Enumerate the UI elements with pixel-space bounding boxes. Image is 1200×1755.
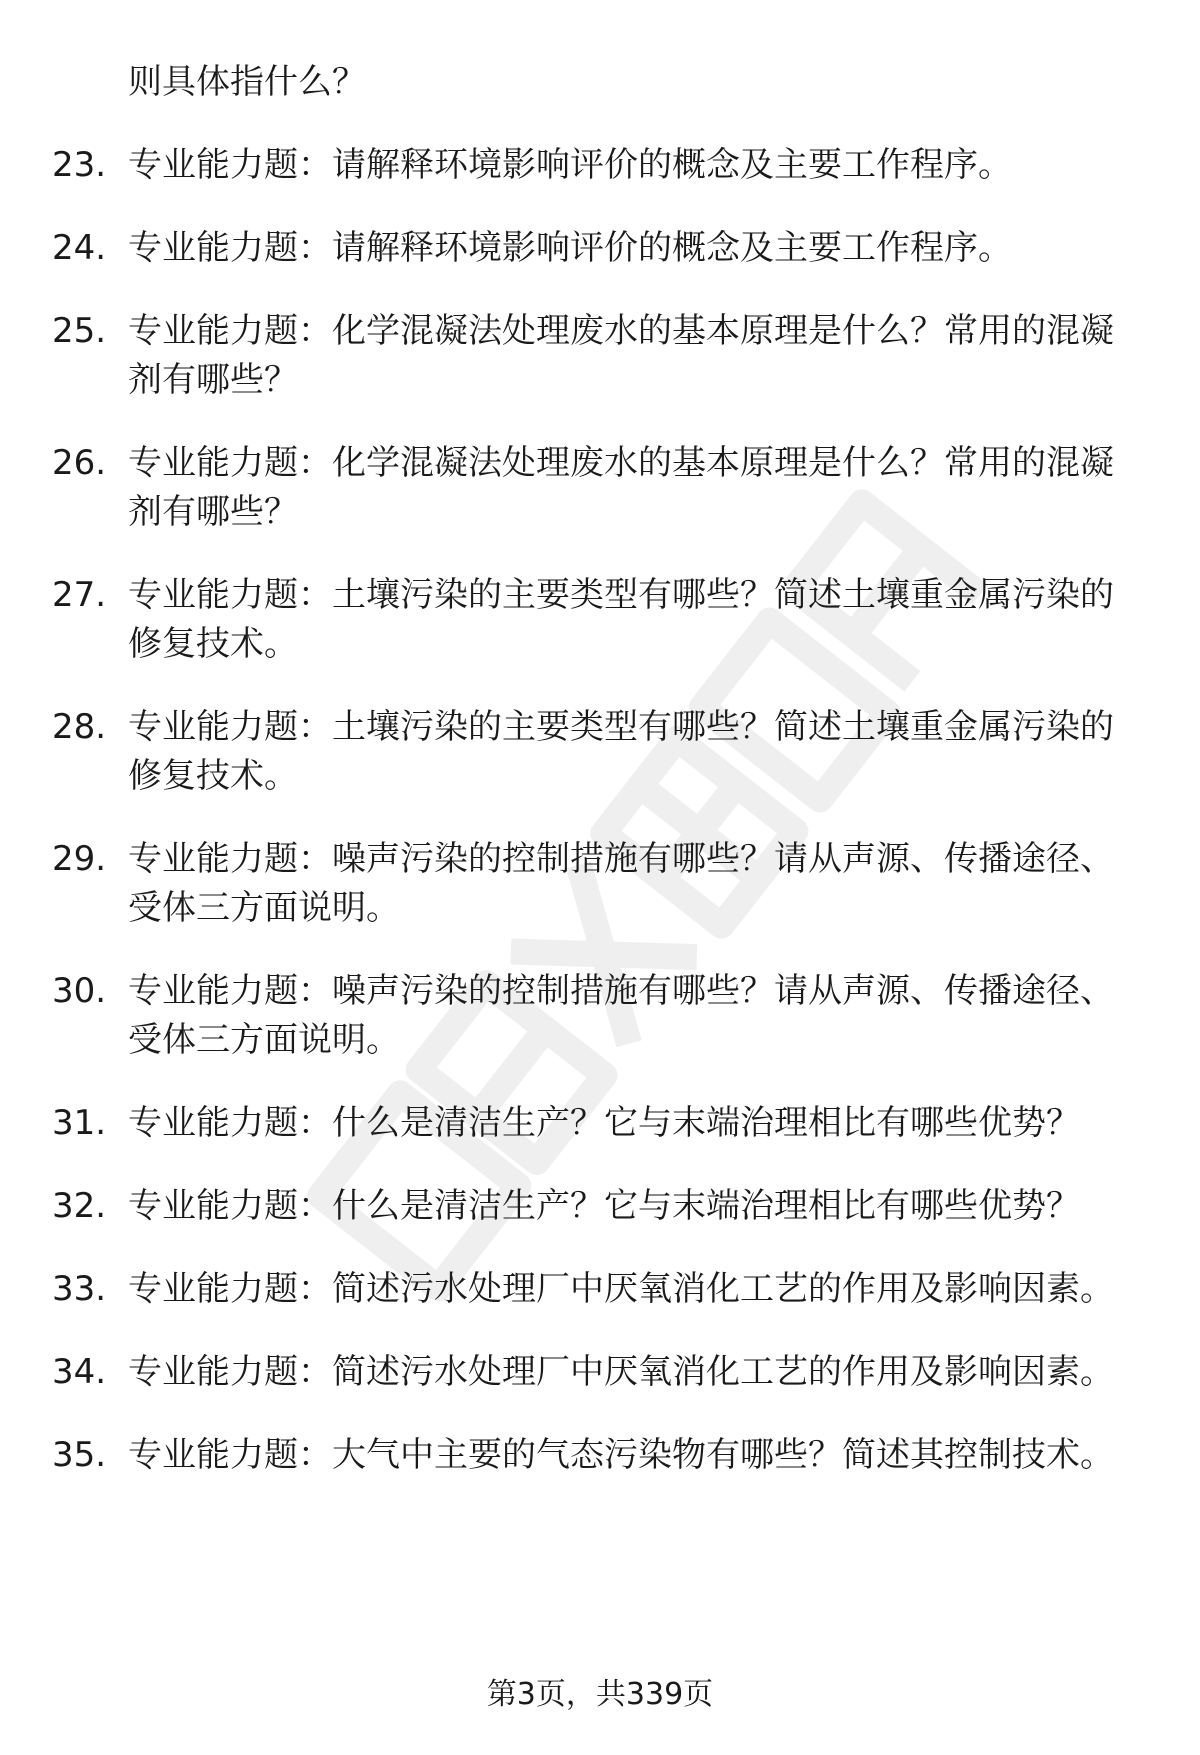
- question-item: [0, 1431, 1128, 1480]
- question-text: 专业能力题：化学混凝法处理废水的基本原理是什么？常用的混凝剂有哪些？: [128, 443, 1114, 532]
- question-item: [0, 571, 1128, 669]
- question-text: 专业能力题：土壤污染的主要类型有哪些？简述土壤重金属污染的修复技术。: [128, 707, 1114, 796]
- question-number: 25.: [52, 311, 107, 351]
- page-footer: 第3页，共339页: [486, 1677, 714, 1712]
- question-text: 专业能力题：请解释环境影响评价的概念及主要工作程序。: [128, 145, 1012, 185]
- question-text: 专业能力题：噪声污染的控制措施有哪些？请从声源、传播途径、受体三方面说明。: [128, 971, 1114, 1060]
- question-number: 24.: [52, 228, 107, 268]
- question-item: [0, 1099, 1128, 1148]
- question-text: 专业能力题：噪声污染的控制措施有哪些？请从声源、传播途径、受体三方面说明。: [128, 839, 1114, 928]
- question-text: 专业能力题：化学混凝法处理废水的基本原理是什么？常用的混凝剂有哪些？: [128, 311, 1114, 400]
- question-item: [0, 703, 1128, 801]
- question-text: 专业能力题：请解释环境影响评价的概念及主要工作程序。: [128, 228, 1012, 268]
- question-item: [0, 307, 1128, 405]
- question-number: 28.: [52, 707, 107, 747]
- question-text: 专业能力题：大气中主要的气态污染物有哪些？简述其控制技术。: [128, 1435, 1114, 1475]
- question-number: 33.: [52, 1269, 107, 1309]
- continuation-line: 则具体指什么？: [128, 62, 366, 102]
- question-number: 32.: [52, 1186, 107, 1226]
- question-item: [0, 439, 1128, 537]
- question-item: [0, 1182, 1128, 1231]
- question-item: [0, 1348, 1128, 1397]
- question-text: 专业能力题：什么是清洁生产？它与末端治理相比有哪些优势？: [128, 1186, 1080, 1226]
- question-number: 29.: [52, 839, 107, 879]
- question-number: 31.: [52, 1103, 107, 1143]
- question-item: [0, 141, 1128, 190]
- question-number: 23.: [52, 145, 107, 185]
- question-list: [0, 58, 1200, 1480]
- question-text: 专业能力题：土壤污染的主要类型有哪些？简述土壤重金属污染的修复技术。: [128, 575, 1114, 664]
- question-text: 专业能力题：什么是清洁生产？它与末端治理相比有哪些优势？: [128, 1103, 1080, 1143]
- question-number: 30.: [52, 971, 107, 1011]
- question-item: [0, 1265, 1128, 1314]
- question-text: 专业能力题：简述污水处理厂中厌氧消化工艺的作用及影响因素。: [128, 1269, 1114, 1309]
- question-number: 26.: [52, 443, 107, 483]
- question-item: [0, 835, 1128, 933]
- question-item: [0, 224, 1128, 273]
- question-number: 35.: [52, 1435, 107, 1475]
- question-item: [0, 967, 1128, 1065]
- question-text: 专业能力题：简述污水处理厂中厌氧消化工艺的作用及影响因素。: [128, 1352, 1114, 1392]
- question-number: 27.: [52, 575, 107, 615]
- question-number: 34.: [52, 1352, 107, 1392]
